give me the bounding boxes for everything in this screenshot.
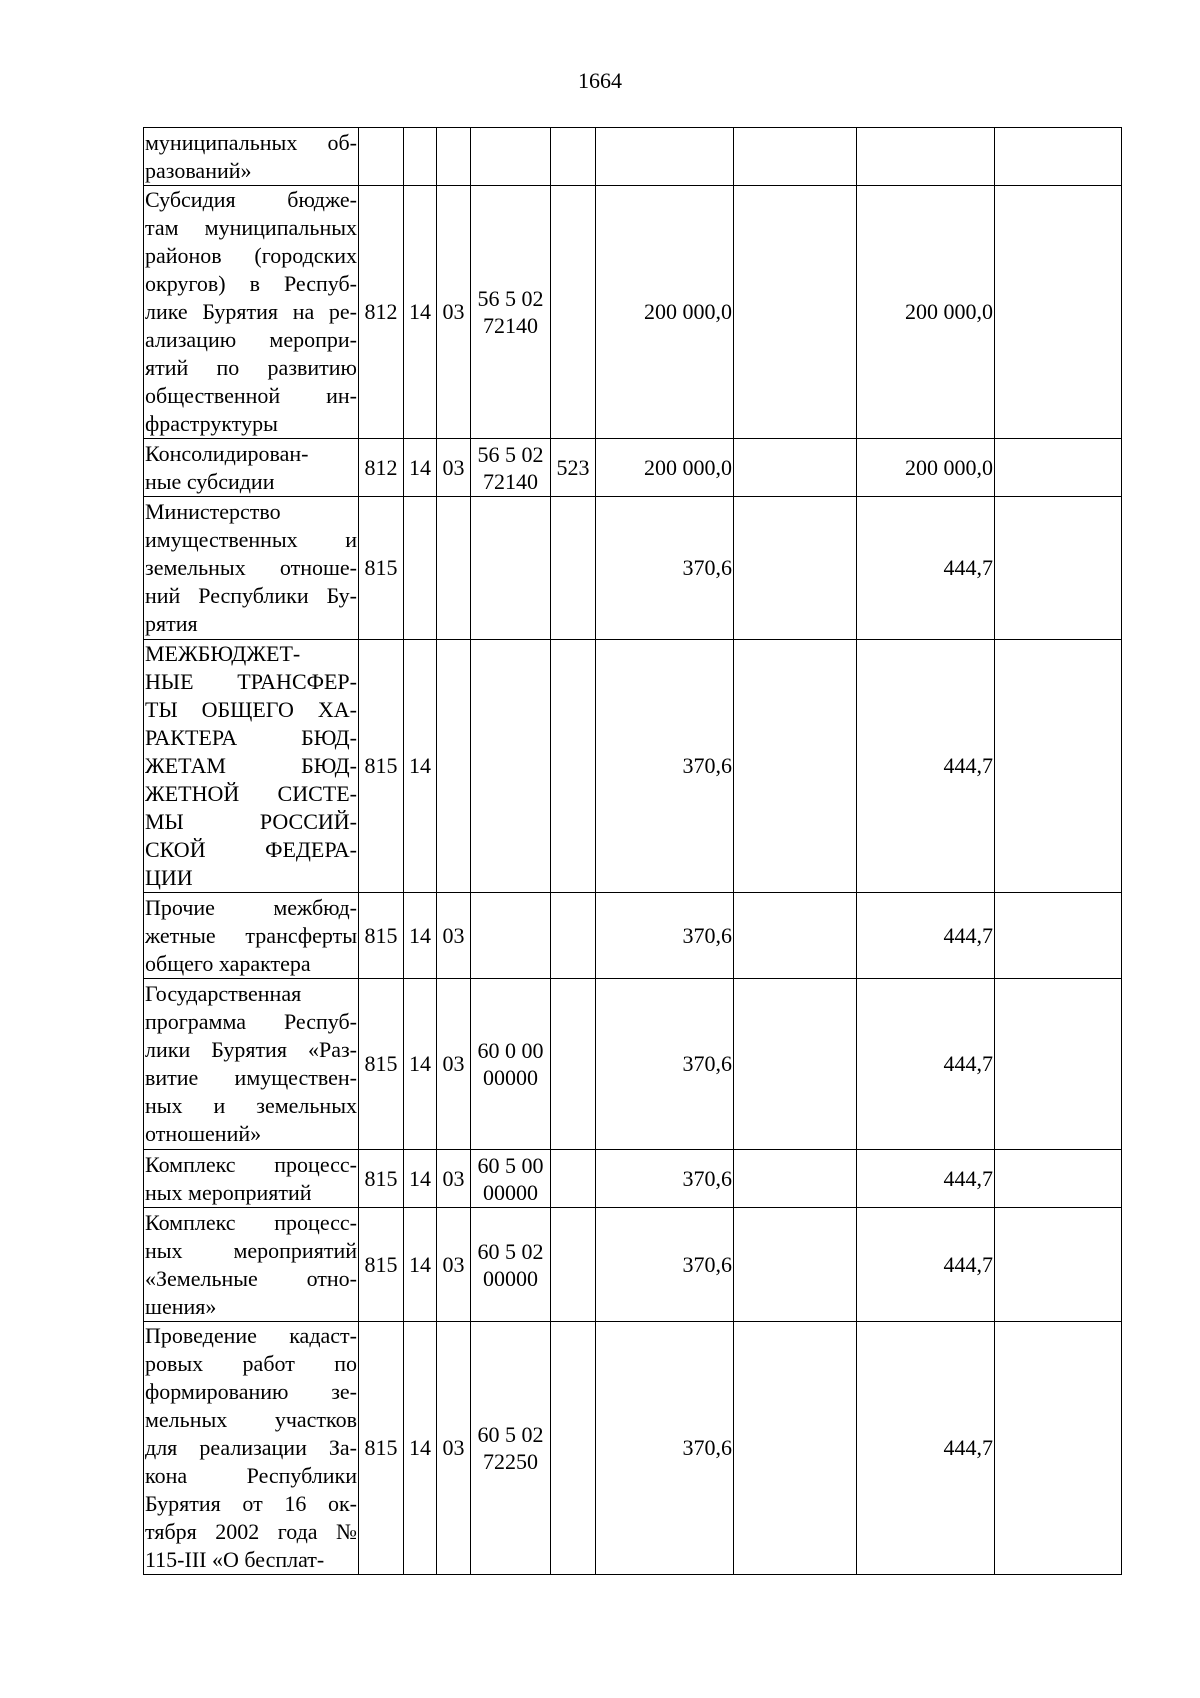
- amount-cell-1: 200 000,0: [596, 439, 734, 497]
- table-row: [144, 439, 1122, 497]
- row-name-line: лике Бурятия на ре-: [145, 299, 357, 324]
- ministry-code-cell: 815: [359, 893, 404, 979]
- row-name-line: 115-III «О бесплат-: [145, 1547, 325, 1572]
- target-article-line: 00000: [483, 1265, 538, 1291]
- row-name-line: ных мероприятий: [145, 1179, 312, 1205]
- section-code-cell: 14: [404, 893, 437, 979]
- budget-table: [143, 127, 1122, 1575]
- amount-cell-2: [734, 1208, 857, 1322]
- row-name-line: НЫЕ ТРАНСФЕР-: [145, 669, 357, 694]
- subsection-code-cell: 03: [437, 186, 471, 439]
- ministry-code-cell: 815: [359, 497, 404, 640]
- row-name-line: Комплекс процесс-: [145, 1209, 357, 1235]
- row-name-line: Комплекс процесс-: [145, 1151, 357, 1177]
- target-article-line: 72140: [483, 313, 538, 338]
- target-article-cell: [471, 640, 551, 893]
- row-name-cell: [144, 979, 359, 1150]
- row-name-line: Прочие межбюд-: [145, 894, 357, 920]
- row-name-line: ТЫ ОБЩЕГО ХА-: [145, 697, 357, 722]
- subsection-code-cell: 03: [437, 1322, 471, 1575]
- target-article-cell: [471, 979, 551, 1150]
- row-name-line: тября 2002 года №: [145, 1519, 357, 1544]
- amount-cell-2: [734, 893, 857, 979]
- row-name-line: ятий по развитию: [145, 355, 357, 380]
- amount-cell-4: [995, 1150, 1122, 1208]
- section-code-cell: [404, 497, 437, 640]
- subsection-code-cell: [437, 640, 471, 893]
- ministry-code-cell: 815: [359, 979, 404, 1150]
- row-name-line: Проведение кадаст-: [145, 1323, 357, 1348]
- row-name-line: районов (городских: [145, 243, 357, 268]
- expense-type-cell: 523: [551, 439, 596, 497]
- amount-cell-4: [995, 439, 1122, 497]
- table-row: [144, 893, 1122, 979]
- amount-cell-2: [734, 1322, 857, 1575]
- row-name-line: Министерство: [145, 499, 281, 524]
- page-number: 1664: [578, 68, 622, 93]
- row-name-line: СКОЙ ФЕДЕРА-: [145, 837, 357, 862]
- section-code-cell: 14: [404, 186, 437, 439]
- row-name-line: МЫ РОССИЙ-: [145, 809, 357, 834]
- row-name-line: муниципальных об-: [145, 129, 357, 155]
- expense-type-cell: [551, 186, 596, 439]
- target-article-cell: [471, 497, 551, 640]
- section-code-cell: 14: [404, 1208, 437, 1322]
- amount-cell-3: [857, 128, 995, 186]
- row-name-line: ровых работ по: [145, 1351, 357, 1376]
- amount-cell-1: 370,6: [596, 640, 734, 893]
- target-article-line: 60 5 02: [477, 1238, 544, 1264]
- section-code-cell: [404, 128, 437, 186]
- subsection-code-cell: [437, 497, 471, 640]
- target-article-line: 72250: [483, 1449, 538, 1474]
- subsection-code-cell: 03: [437, 1208, 471, 1322]
- amount-cell-2: [734, 979, 857, 1150]
- row-name-line: РАКТЕРА БЮД-: [145, 725, 357, 750]
- row-name-line: формированию зе-: [145, 1379, 357, 1404]
- row-name-line: общего характера: [145, 950, 311, 976]
- row-name-line: МЕЖБЮДЖЕТ-: [145, 641, 301, 666]
- amount-cell-1: 370,6: [596, 1322, 734, 1575]
- amount-cell-4: [995, 979, 1122, 1150]
- subsection-code-cell: 03: [437, 893, 471, 979]
- target-article-line: 60 0 00: [477, 1038, 544, 1063]
- amount-cell-4: [995, 1322, 1122, 1575]
- row-name-cell: [144, 1322, 359, 1575]
- expense-type-cell: [551, 979, 596, 1150]
- section-code-cell: 14: [404, 1322, 437, 1575]
- expense-type-cell: [551, 1322, 596, 1575]
- row-name-line: лики Бурятия «Раз-: [145, 1037, 357, 1062]
- expense-type-cell: [551, 893, 596, 979]
- amount-cell-3: 444,7: [857, 893, 995, 979]
- row-name-line: общественной ин-: [145, 383, 357, 408]
- row-name-line: жетные трансферты: [145, 922, 357, 948]
- table-row: [144, 979, 1122, 1150]
- ministry-code-cell: 812: [359, 186, 404, 439]
- amount-cell-1: 370,6: [596, 979, 734, 1150]
- section-code-cell: 14: [404, 439, 437, 497]
- row-name-line: там муниципальных: [145, 215, 357, 240]
- target-article-line: 60 5 00: [477, 1152, 544, 1178]
- ministry-code-cell: 812: [359, 439, 404, 497]
- row-name-cell: [144, 1150, 359, 1208]
- amount-cell-3: 444,7: [857, 640, 995, 893]
- row-name-cell: [144, 186, 359, 439]
- row-name-cell: [144, 439, 359, 497]
- row-name-line: фраструктуры: [145, 411, 278, 436]
- row-name-line: Бурятия от 16 ок-: [145, 1491, 357, 1516]
- row-name-line: ний Республики Бу-: [145, 583, 357, 608]
- amount-cell-3: 444,7: [857, 979, 995, 1150]
- amount-cell-3: 444,7: [857, 1208, 995, 1322]
- row-name-line: Консолидирован-: [145, 440, 309, 466]
- amount-cell-2: [734, 186, 857, 439]
- target-article-line: 00000: [483, 1065, 538, 1090]
- amount-cell-2: [734, 1150, 857, 1208]
- section-code-cell: 14: [404, 979, 437, 1150]
- row-name-line: для реализации За-: [145, 1435, 357, 1460]
- table-row: [144, 186, 1122, 439]
- table-row: [144, 128, 1122, 186]
- table-row: [144, 497, 1122, 640]
- expense-type-cell: [551, 497, 596, 640]
- row-name-line: разований»: [145, 157, 252, 183]
- subsection-code-cell: 03: [437, 439, 471, 497]
- row-name-line: ЦИИ: [145, 865, 193, 890]
- target-article-line: 56 5 02: [477, 441, 544, 467]
- subsection-code-cell: 03: [437, 979, 471, 1150]
- target-article-cell: [471, 1322, 551, 1575]
- section-code-cell: 14: [404, 640, 437, 893]
- target-article-cell: [471, 1208, 551, 1322]
- amount-cell-3: 200 000,0: [857, 439, 995, 497]
- target-article-cell: [471, 1150, 551, 1208]
- amount-cell-2: [734, 497, 857, 640]
- table-row: [144, 640, 1122, 893]
- ministry-code-cell: 815: [359, 1322, 404, 1575]
- amount-cell-3: 444,7: [857, 1150, 995, 1208]
- table-body: [144, 128, 1122, 1575]
- row-name-line: имущественных и: [145, 527, 357, 552]
- target-article-line: 72140: [483, 468, 538, 494]
- amount-cell-1: 370,6: [596, 1150, 734, 1208]
- amount-cell-2: [734, 128, 857, 186]
- subsection-code-cell: [437, 128, 471, 186]
- target-article-cell: [471, 128, 551, 186]
- expense-type-cell: [551, 1208, 596, 1322]
- row-name-cell: [144, 497, 359, 640]
- row-name-line: ных и земельных: [145, 1093, 357, 1118]
- row-name-line: шения»: [145, 1293, 217, 1319]
- row-name-line: отношений»: [145, 1121, 262, 1146]
- table-row: [144, 1208, 1122, 1322]
- amount-cell-4: [995, 497, 1122, 640]
- target-article-cell: [471, 186, 551, 439]
- row-name-cell: [144, 1208, 359, 1322]
- target-article-line: 56 5 02: [477, 286, 544, 311]
- amount-cell-1: [596, 128, 734, 186]
- row-name-line: ных мероприятий: [145, 1237, 357, 1263]
- row-name-cell: [144, 893, 359, 979]
- row-name-line: ализацию меропри-: [145, 327, 357, 352]
- target-article-line: 00000: [483, 1179, 538, 1205]
- target-article-line: 60 5 02: [477, 1422, 544, 1447]
- amount-cell-4: [995, 128, 1122, 186]
- ministry-code-cell: 815: [359, 640, 404, 893]
- amount-cell-1: 370,6: [596, 893, 734, 979]
- subsection-code-cell: 03: [437, 1150, 471, 1208]
- table-row: [144, 1150, 1122, 1208]
- row-name-line: программа Респуб-: [145, 1009, 357, 1034]
- row-name-line: ЖЕТАМ БЮД-: [145, 753, 357, 778]
- ministry-code-cell: 815: [359, 1150, 404, 1208]
- row-name-line: мельных участков: [145, 1407, 357, 1432]
- row-name-line: ЖЕТНОЙ СИСТЕ-: [145, 781, 357, 806]
- expense-type-cell: [551, 1150, 596, 1208]
- amount-cell-3: 200 000,0: [857, 186, 995, 439]
- row-name-line: витие имуществен-: [145, 1065, 357, 1090]
- row-name-cell: [144, 128, 359, 186]
- table-row: [144, 1322, 1122, 1575]
- target-article-cell: [471, 439, 551, 497]
- row-name-cell: [144, 640, 359, 893]
- expense-type-cell: [551, 128, 596, 186]
- amount-cell-4: [995, 1208, 1122, 1322]
- amount-cell-3: 444,7: [857, 497, 995, 640]
- amount-cell-4: [995, 893, 1122, 979]
- ministry-code-cell: [359, 128, 404, 186]
- row-name-line: округов) в Респуб-: [145, 271, 357, 296]
- target-article-cell: [471, 893, 551, 979]
- ministry-code-cell: 815: [359, 1208, 404, 1322]
- amount-cell-4: [995, 640, 1122, 893]
- expense-type-cell: [551, 640, 596, 893]
- row-name-line: Государственная: [145, 981, 302, 1006]
- row-name-line: рятия: [145, 611, 198, 636]
- row-name-line: «Земельные отно-: [145, 1265, 357, 1291]
- amount-cell-4: [995, 186, 1122, 439]
- amount-cell-2: [734, 640, 857, 893]
- amount-cell-1: 370,6: [596, 1208, 734, 1322]
- amount-cell-1: 370,6: [596, 497, 734, 640]
- row-name-line: ные субсидии: [145, 468, 275, 494]
- amount-cell-3: 444,7: [857, 1322, 995, 1575]
- row-name-line: Субсидия бюдже-: [145, 187, 357, 212]
- section-code-cell: 14: [404, 1150, 437, 1208]
- row-name-line: кона Республики: [145, 1463, 357, 1488]
- amount-cell-1: 200 000,0: [596, 186, 734, 439]
- amount-cell-2: [734, 439, 857, 497]
- row-name-line: земельных отноше-: [145, 555, 357, 580]
